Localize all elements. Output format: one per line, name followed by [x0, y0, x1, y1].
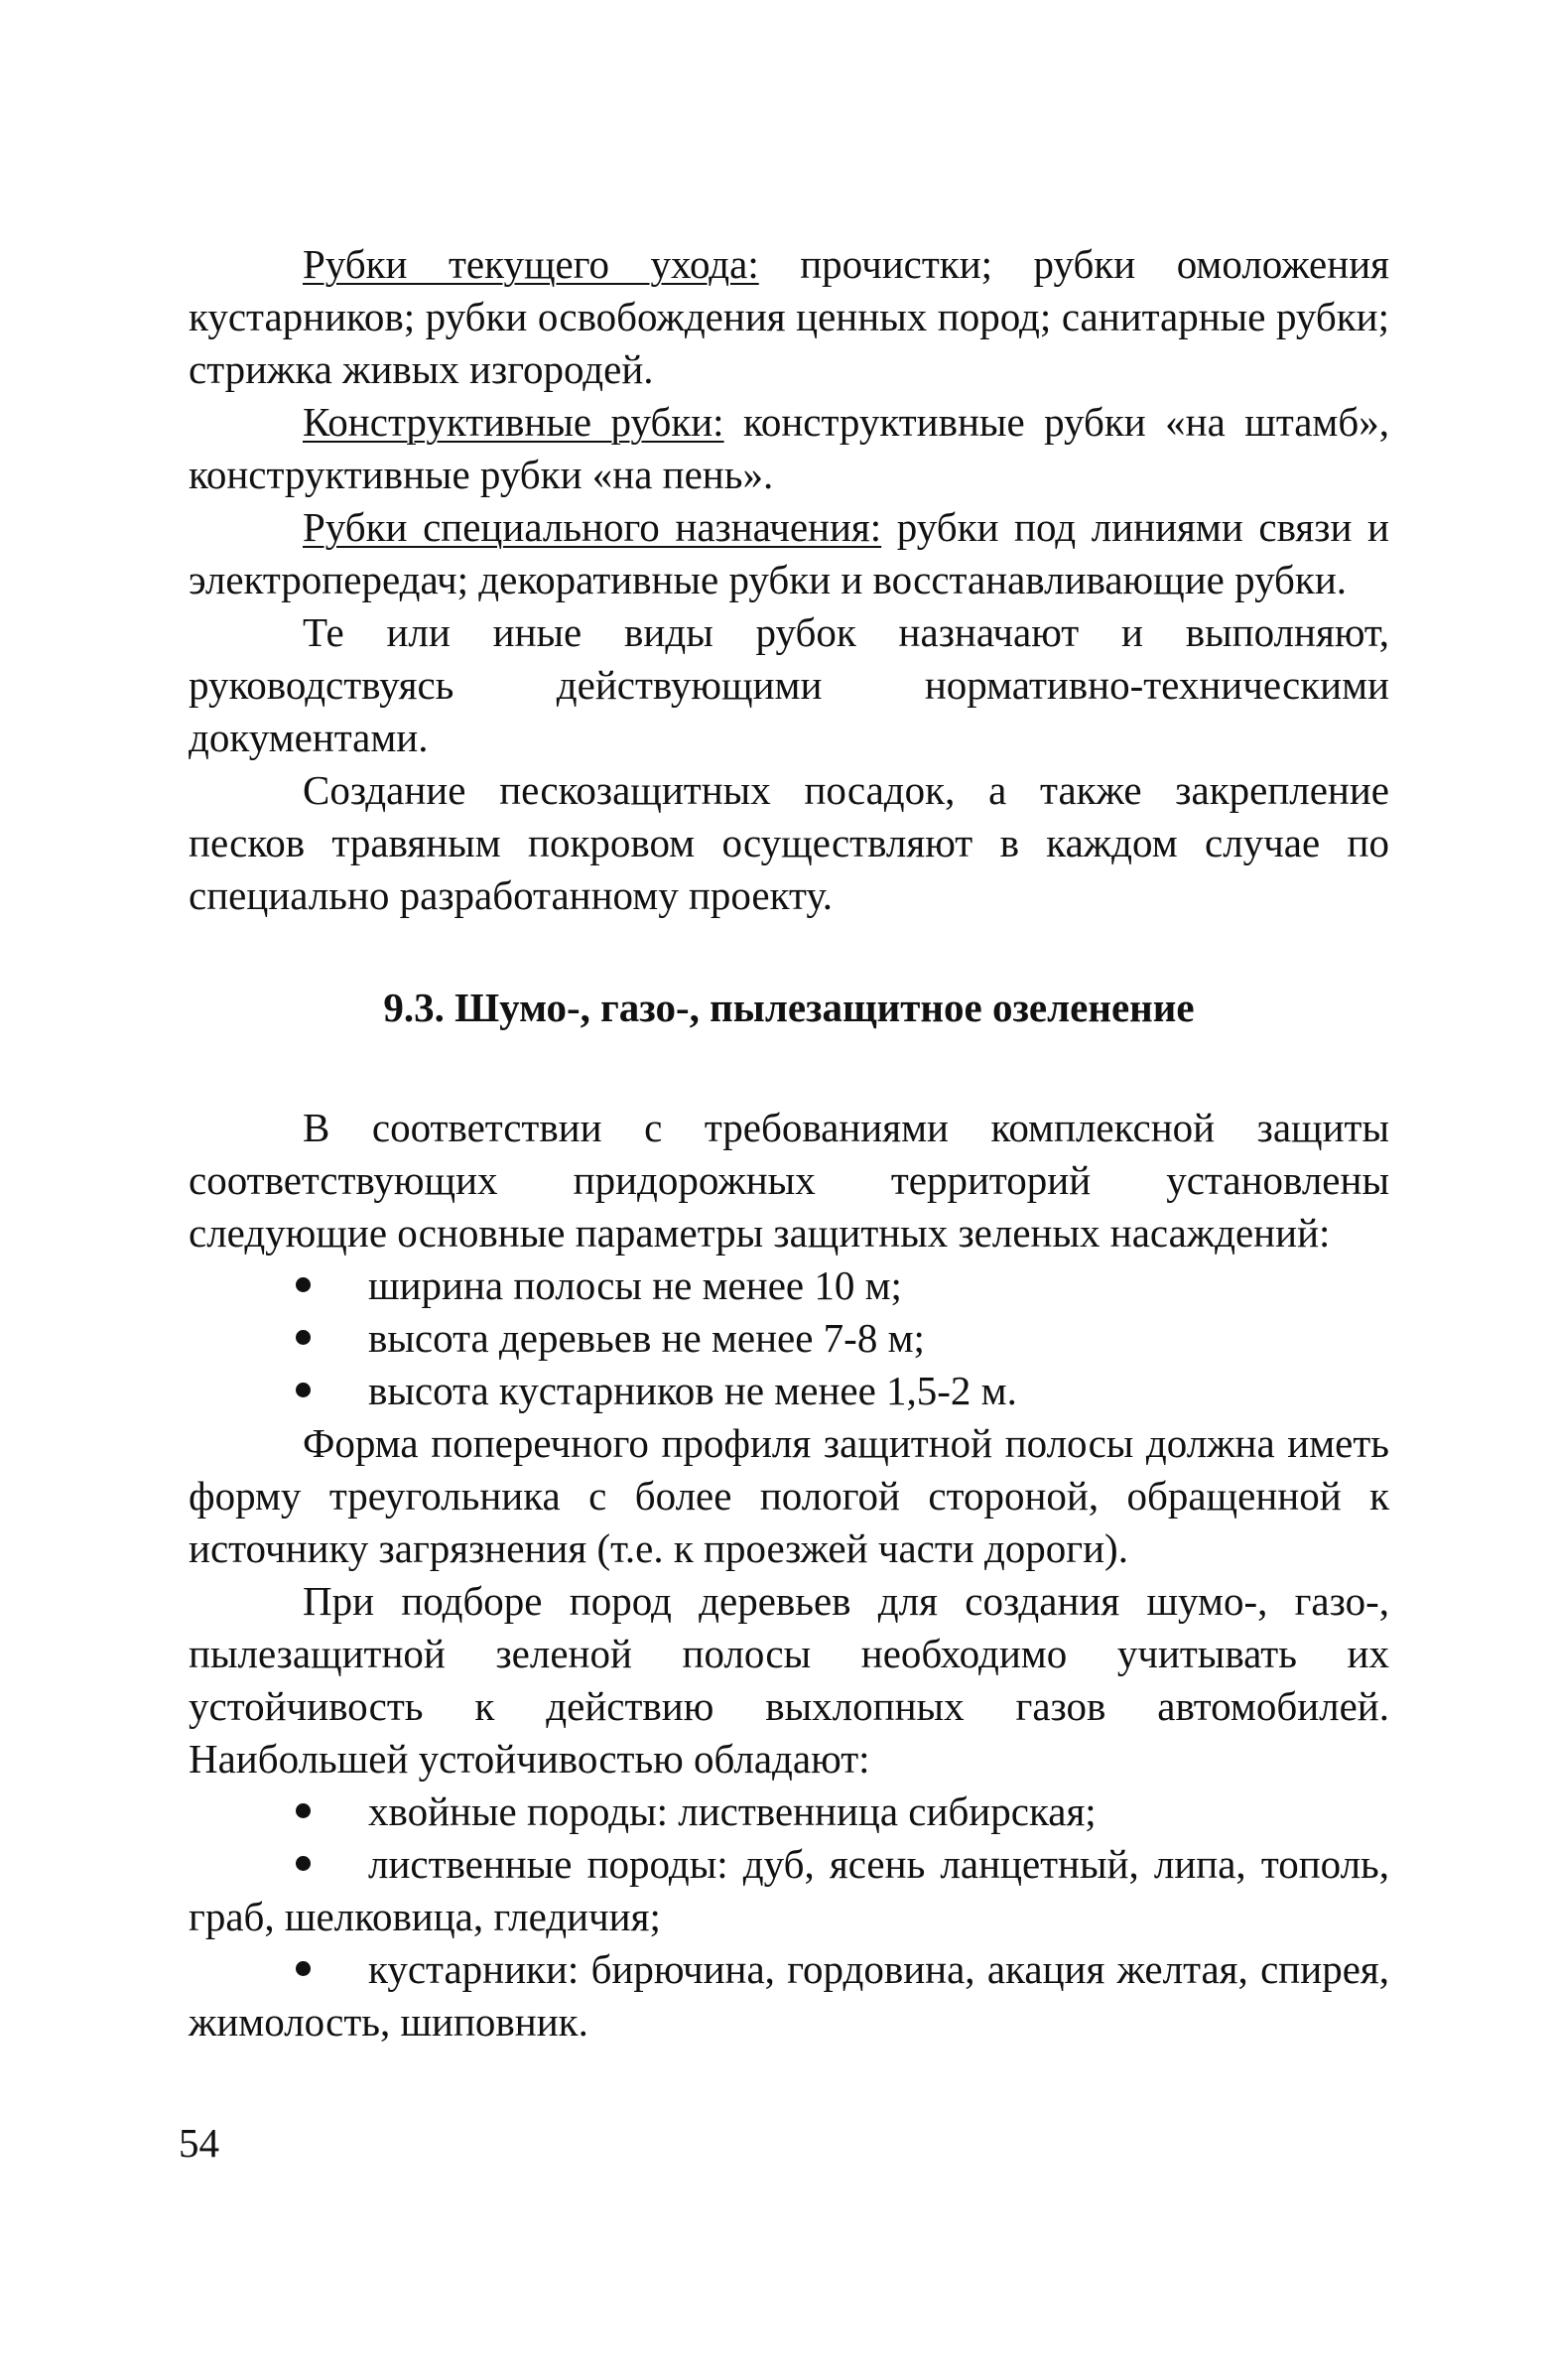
bullet-icon	[296, 1277, 311, 1292]
term-maintenance-cuttings: Рубки текущего ухода:	[303, 241, 759, 287]
list-item-text: высота кустарников не менее 1,5-2 м.	[368, 1368, 1017, 1413]
list-item-text: кустарники: бирючина, гордовина, акация желтая, спирея, жимолость, шиповник.	[189, 1946, 1389, 2045]
bullet-icon	[296, 1330, 311, 1345]
paragraph-text: рубки под линиями связи и электропередач; декоративные рубки и восстанавливающие рубки.	[189, 504, 1389, 602]
paragraph-maintenance-cuttings	[189, 238, 1389, 396]
paragraph-intro: В соответствии с требованиями комплексной защиты соответствующих придорожных территорий установлены следующие основные параметры защитных зеленых насаждений:	[189, 1105, 1389, 1256]
paragraph-text: прочистки; рубки омоложения кустарников; рубки освобождения ценных пород; санитарные рубки; стрижка живых изгородей.	[189, 241, 1389, 392]
document-page	[189, 238, 1389, 2049]
list-item	[189, 1259, 1389, 1312]
list-item	[189, 1312, 1389, 1365]
paragraph-sand-protection: Создание пескозащитных посадок, а также закрепление песков травяным покровом осуществляют в каждом случае по специально разработанному проекту.	[189, 767, 1389, 918]
list-item	[189, 1785, 1389, 1838]
list-item	[189, 1943, 1389, 2049]
bullet-icon	[296, 1383, 311, 1397]
list-item-text: ширина полосы не менее 10 м;	[368, 1262, 902, 1308]
bullet-icon	[296, 1856, 311, 1871]
paragraph-text: конструктивные рубки «на штамб», конструктивные рубки «на пень».	[189, 399, 1389, 497]
paragraph-species-selection: При подборе пород деревьев для создания шумо-, газо-, пылезащитной зеленой полосы необходимо учитывать их устойчивость к действию выхлопных газов автомобилей. Наибольшей устойчивостью обладают:	[189, 1578, 1389, 1782]
term-constructive-cuttings: Конструктивные рубки:	[303, 399, 724, 445]
paragraph-constructive-cuttings	[189, 396, 1389, 501]
bullet-icon	[296, 1961, 311, 1976]
list-item-text: хвойные породы: лиственница сибирская;	[368, 1788, 1097, 1834]
list-item	[189, 1838, 1389, 1943]
page-number: 54	[179, 2120, 219, 2166]
list-item-text: лиственные породы: дуб, ясень ланцетный, липа, тополь, граб, шелковица, гледичия;	[189, 1841, 1389, 1939]
paragraph-profile: Форма поперечного профиля защитной полосы должна иметь форму треугольника с более пологой стороной, обращенной к источнику загрязнения (т.е. к проезжей части дороги).	[189, 1420, 1389, 1571]
parameters-list	[189, 1259, 1389, 1417]
list-item	[189, 1365, 1389, 1417]
term-special-cuttings: Рубки специального назначения:	[303, 504, 882, 550]
species-list	[189, 1785, 1389, 2049]
paragraph-special-cuttings	[189, 501, 1389, 606]
section-heading: 9.3. Шумо-, газо-, пылезащитное озеленение	[383, 985, 1195, 1030]
paragraph-cutting-types: Те или иные виды рубок назначают и выполняют, руководствуясь действующими нормативно-техническими документами.	[189, 609, 1389, 760]
list-item-text: высота деревьев не менее 7-8 м;	[368, 1315, 925, 1361]
bullet-icon	[296, 1803, 311, 1818]
